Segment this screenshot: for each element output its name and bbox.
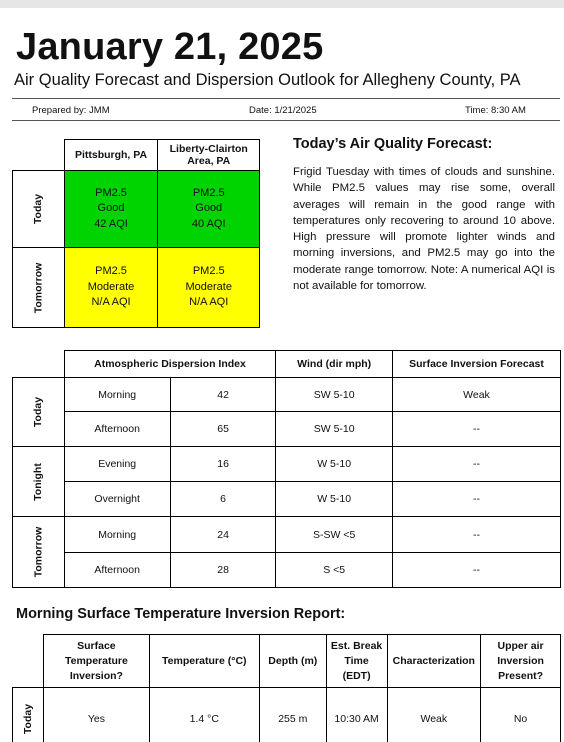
inversion-header-surface: Surface Temperature Inversion? [44, 635, 149, 688]
dispersion-index: 42 [170, 378, 276, 412]
dispersion-inversion: -- [392, 517, 560, 553]
dispersion-index: 28 [170, 553, 276, 588]
header-rule-top [12, 98, 560, 99]
dispersion-inversion: -- [392, 447, 560, 482]
dispersion-period: Overnight [64, 482, 170, 517]
dispersion-header-index: Atmospheric Dispersion Index [64, 351, 276, 378]
page-title: January 21, 2025 [16, 26, 324, 68]
inversion-depth-value: 255 m [259, 688, 326, 742]
inversion-header-upper-air: Upper air Inversion Present? [481, 635, 561, 688]
dispersion-period: Morning [64, 378, 170, 412]
inversion-temperature-value: 1.4 °C [149, 688, 259, 742]
inversion-report-table [12, 634, 561, 742]
prepared-by: Prepared by: JMM [32, 105, 110, 116]
top-bar [0, 0, 564, 8]
inversion-header-temperature: Temperature (°C) [149, 635, 259, 688]
dispersion-inversion: -- [392, 553, 560, 588]
dispersion-inversion: Weak [392, 378, 560, 412]
dispersion-inversion: -- [392, 412, 560, 447]
aqi-cell-tomorrow-pittsburgh: PM2.5 Moderate N/A AQI [64, 248, 158, 328]
header-rule-bottom [12, 120, 560, 121]
dispersion-header-wind: Wind (dir mph) [276, 351, 393, 378]
dispersion-wind: S <5 [276, 553, 393, 588]
dispersion-group-tonight: Tonight [13, 447, 65, 517]
inversion-row-label-today: Today [13, 688, 44, 742]
dispersion-wind: SW 5-10 [276, 412, 393, 447]
inversion-header-characterization: Characterization [387, 635, 481, 688]
aqi-row-label-today: Today [13, 171, 65, 248]
dispersion-period: Morning [64, 517, 170, 553]
dispersion-index: 16 [170, 447, 276, 482]
inversion-surface-value: Yes [44, 688, 149, 742]
aqi-cell-today-pittsburgh: PM2.5 Good 42 AQI [64, 171, 158, 248]
inversion-upper-air-value: No [481, 688, 561, 742]
dispersion-period: Evening [64, 447, 170, 482]
dispersion-table [12, 350, 561, 588]
dispersion-wind: W 5-10 [276, 447, 393, 482]
dispersion-index: 24 [170, 517, 276, 553]
aqi-column-pittsburgh: Pittsburgh, PA [64, 140, 158, 171]
dispersion-group-today: Today [13, 378, 65, 447]
forecast-heading: Today’s Air Quality Forecast: [293, 136, 493, 152]
dispersion-header-inversion: Surface Inversion Forecast [392, 351, 560, 378]
dispersion-wind: W 5-10 [276, 482, 393, 517]
aqi-column-liberty-clairton: Liberty-Clairton Area, PA [158, 140, 260, 171]
aqi-forecast-table [12, 139, 260, 328]
dispersion-wind: SW 5-10 [276, 378, 393, 412]
inversion-report-heading: Morning Surface Temperature Inversion Report: [16, 606, 346, 622]
dispersion-wind: S-SW <5 [276, 517, 393, 553]
dispersion-index: 65 [170, 412, 276, 447]
dispersion-inversion: -- [392, 482, 560, 517]
page-subtitle: Air Quality Forecast and Dispersion Outlook for Allegheny County, PA [14, 71, 521, 89]
dispersion-group-tomorrow: Tomorrow [13, 517, 65, 588]
dispersion-period: Afternoon [64, 412, 170, 447]
report-time: Time: 8:30 AM [465, 105, 526, 116]
dispersion-period: Afternoon [64, 553, 170, 588]
report-date: Date: 1/21/2025 [249, 105, 317, 116]
inversion-header-depth: Depth (m) [259, 635, 326, 688]
inversion-header-break-time: Est. Break Time (EDT) [326, 635, 387, 688]
inversion-break-time-value: 10:30 AM [326, 688, 387, 742]
aqi-cell-today-liberty-clairton: PM2.5 Good 40 AQI [158, 171, 260, 248]
aqi-row-label-tomorrow: Tomorrow [13, 248, 65, 328]
inversion-characterization-value: Weak [387, 688, 481, 742]
aqi-cell-tomorrow-liberty-clairton: PM2.5 Moderate N/A AQI [158, 248, 260, 328]
forecast-text: Frigid Tuesday with times of clouds and sunshine. While PM2.5 values may rise some, overall averages will remain in the good range with temperatures only recovering to around 10 above. High pressure will promote lighter winds and morning inversions, and PM2.5 may go into the moderate range tomorrow. Note: A numerical AQI is not available for tomorrow. [293, 166, 555, 293]
dispersion-index: 6 [170, 482, 276, 517]
